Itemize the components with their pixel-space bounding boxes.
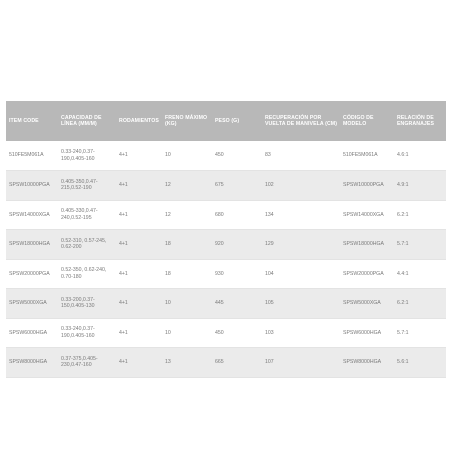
cell-codigo: SPSW18000HGA — [340, 230, 394, 260]
header-relacion: RELACIÓN DE ENGRANAJES — [397, 114, 435, 127]
cell-peso: 450 — [212, 318, 262, 348]
cell-recuperacion: 83 — [262, 141, 340, 171]
cell-relacion: 4.4:1 — [394, 259, 446, 289]
cell-codigo: 510FE5M061A — [340, 141, 394, 171]
cell-rodamientos: 4+1 — [116, 200, 162, 230]
cell-codigo: SPSW5000XGA — [340, 289, 394, 319]
table-body — [6, 141, 446, 377]
cell-relacion: 5.7:1 — [394, 230, 446, 260]
table-row — [6, 230, 446, 260]
cell-item: SPSW5000XGA — [6, 289, 58, 319]
cell-relacion: 6.2:1 — [394, 200, 446, 230]
cell-freno: 12 — [162, 171, 212, 201]
cell-relacion: 4.9:1 — [394, 171, 446, 201]
cell-item: SPSW10000PGA — [6, 171, 58, 201]
header-rodamientos: RODAMIENTOS — [119, 117, 159, 124]
cell-codigo: SPSW6000HGA — [340, 318, 394, 348]
cell-capacidad: 0.33-240,0.37-190,0.405-160 — [58, 141, 116, 171]
cell-codigo: SPSW20000PGA — [340, 259, 394, 289]
cell-item: SPSW18000HGA — [6, 230, 58, 260]
cell-peso: 450 — [212, 141, 262, 171]
table-row — [6, 259, 446, 289]
header-freno: FRENO MÁXIMO (KG) — [165, 114, 208, 127]
cell-capacidad: 0.52-310, 0.57-245, 0.62-200 — [58, 230, 116, 260]
cell-recuperacion: 129 — [262, 230, 340, 260]
header-codigo: CÓDIGO DE MODELO — [343, 114, 374, 127]
cell-rodamientos: 4+1 — [116, 259, 162, 289]
header-item-code: ITEM CODE — [9, 117, 39, 124]
cell-freno: 13 — [162, 348, 212, 378]
header-peso: PESO (G) — [215, 117, 240, 124]
cell-recuperacion: 102 — [262, 171, 340, 201]
table-row — [6, 200, 446, 230]
cell-rodamientos: 4+1 — [116, 348, 162, 378]
cell-recuperacion: 134 — [262, 200, 340, 230]
cell-capacidad: 0.52-350, 0.62-240, 0.70-180 — [58, 259, 116, 289]
cell-freno: 10 — [162, 318, 212, 348]
cell-rodamientos: 4+1 — [116, 230, 162, 260]
cell-freno: 10 — [162, 289, 212, 319]
table-row — [6, 318, 446, 348]
cell-relacion: 4.6:1 — [394, 141, 446, 171]
table-row — [6, 171, 446, 201]
cell-recuperacion: 103 — [262, 318, 340, 348]
header-capacidad: CAPACIDAD DE LÍNEA (MM/M) — [61, 114, 102, 127]
cell-peso: 665 — [212, 348, 262, 378]
cell-peso: 920 — [212, 230, 262, 260]
cell-codigo: SPSW10000PGA — [340, 171, 394, 201]
cell-capacidad: 0.33-240,0.37-190,0.405-160 — [58, 318, 116, 348]
header-row — [6, 101, 446, 141]
cell-item: SPSW14000XGA — [6, 200, 58, 230]
cell-peso: 445 — [212, 289, 262, 319]
cell-codigo: SPSW8000HGA — [340, 348, 394, 378]
cell-peso: 675 — [212, 171, 262, 201]
cell-codigo: SPSW14000XGA — [340, 200, 394, 230]
cell-freno: 12 — [162, 200, 212, 230]
table-row — [6, 141, 446, 171]
cell-peso: 930 — [212, 259, 262, 289]
cell-relacion: 5.7:1 — [394, 318, 446, 348]
cell-rodamientos: 4+1 — [116, 171, 162, 201]
cell-relacion: 6.2:1 — [394, 289, 446, 319]
cell-recuperacion: 105 — [262, 289, 340, 319]
cell-rodamientos: 4+1 — [116, 318, 162, 348]
cell-freno: 18 — [162, 230, 212, 260]
cell-capacidad: 0.33-200,0.37-150,0.405-130 — [58, 289, 116, 319]
table-header — [6, 101, 446, 141]
cell-item: SPSW6000HGA — [6, 318, 58, 348]
cell-relacion: 5.6:1 — [394, 348, 446, 378]
cell-rodamientos: 4+1 — [116, 289, 162, 319]
header-recuperacion: RECUPERACIÓN POR VUELTA DE MANIVELA (CM) — [265, 114, 338, 127]
cell-item: SPSW20000PGA — [6, 259, 58, 289]
cell-rodamientos: 4+1 — [116, 141, 162, 171]
cell-freno: 10 — [162, 141, 212, 171]
cell-capacidad: 0.405-330,0.47-240,0.52-195 — [58, 200, 116, 230]
cell-capacidad: 0.405-350,0.47-215,0.52-190 — [58, 171, 116, 201]
spec-table — [6, 101, 446, 378]
cell-freno: 18 — [162, 259, 212, 289]
cell-recuperacion: 107 — [262, 348, 340, 378]
cell-recuperacion: 104 — [262, 259, 340, 289]
cell-item: SPSW8000HGA — [6, 348, 58, 378]
spec-table-container — [6, 101, 446, 378]
table-row — [6, 289, 446, 319]
cell-item: 510FE5M061A — [6, 141, 58, 171]
cell-peso: 680 — [212, 200, 262, 230]
table-row — [6, 348, 446, 378]
cell-capacidad: 0.37-375,0.405-230,0.47-160 — [58, 348, 116, 378]
